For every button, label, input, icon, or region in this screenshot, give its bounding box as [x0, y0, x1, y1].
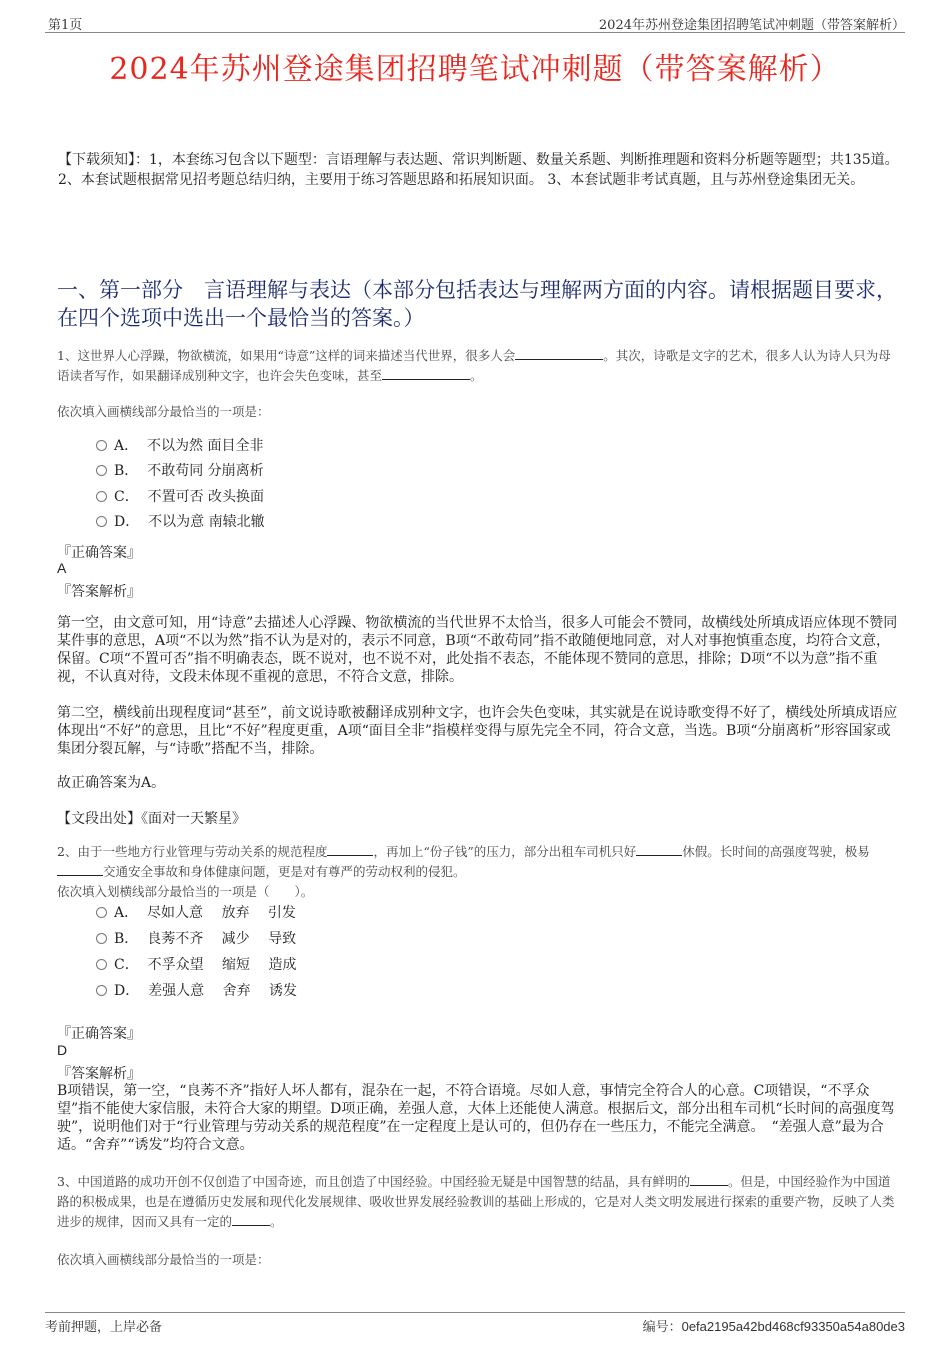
- radio-icon[interactable]: [96, 959, 107, 970]
- q1-analysis-paragraph-1: 第一空，由文意可知，用“诗意”去描述人心浮躁、物欲横流的当代世界不太恰当，很多人可能会不赞同，故横线处所填成语应体现不赞同某件事的意思，A项“不以为然”指不认为是对的，表示不同意，B项“不敢苟同”指不敢随便地同意，对人对事抱慎重态度，均符合文意，保留。C项“不置可否”指不明确表态，既不说对，也不说不对，此处指不表态，不能体现不赞同的意思，排除；D项“不以为意”指不重视，不认真对待，文段未体现不重视的意思，不符合文意，排除。: [57, 615, 898, 685]
- q1-answer-tag: 『正确答案』: [57, 545, 141, 561]
- blank-2: [636, 844, 682, 856]
- q2-answer-tag: 『正确答案』: [57, 1026, 141, 1042]
- radio-icon[interactable]: [96, 440, 107, 451]
- question-3-stem: 3、中国道路的成功开创不仅创造了中国奇迹，而且创造了中国经验。中国经验无疑是中国智慧的结晶，具有鲜明的 。但是，中国经验作为中国道路的积极成果，也是在遵循历史发展和现代化发展规律、吸收世界发展经验教训的基础上形成的，它是对人类文明发展进行探索的重要产物，反映了人类进步的规律，因而又具有一定的 。: [57, 1174, 895, 1229]
- radio-icon[interactable]: [96, 933, 107, 944]
- blank-1: [690, 1174, 728, 1186]
- q1-source: 【文段出处】《面对一天繁星》: [57, 811, 246, 827]
- download-notice: 【下载须知】：1，本套练习包含以下题型：言语理解与表达题、常识判断题、数量关系题、判断推理题和资料分析题等题型；共135道。 2、本套试题根据常见招考题总结归纳，主要用于练习答题思路和拓展知识面。 3、本套试题非考试真题，且与苏州登途集团无关。: [58, 152, 899, 188]
- q2-option-c[interactable]: C． 不孚众望 缩短 造成: [96, 955, 297, 975]
- blank-2: [382, 368, 470, 380]
- question-2-stem: 2、由于一些地方行业管理与劳动关系的规范程度 ，再加上“份子钱”的压力，部分出租车司机只好 休假。长时间的高强度驾驶，极易交通安全事故和身体健康问题，更是对有尊严的劳动权利的侵犯。: [57, 844, 870, 879]
- footer-divider: [45, 1312, 905, 1313]
- page-number: 第1页: [48, 18, 83, 33]
- footer-document-code: 编号：0efa2195a42bd468cf93350a54a80de3: [642, 1319, 905, 1335]
- header-divider: [45, 32, 905, 33]
- running-header-title: 2024年苏州登途集团招聘笔试冲刺题（带答案解析）: [598, 18, 905, 33]
- q1-option-c[interactable]: C． 不置可否 改头换面: [96, 487, 264, 507]
- page-title: 2024年苏州登途集团招聘笔试冲刺题（带答案解析）: [109, 52, 841, 87]
- q1-analysis-tag: 『答案解析』: [57, 584, 141, 600]
- q1-answer: A: [57, 560, 67, 576]
- q2-analysis-tag: 『答案解析』: [57, 1066, 141, 1082]
- q2-option-d[interactable]: D． 差强人意 舍弃 诱发: [96, 981, 297, 1001]
- blank-1: [327, 844, 373, 856]
- radio-icon[interactable]: [96, 465, 107, 476]
- q2-answer: D: [57, 1042, 68, 1058]
- q2-option-a[interactable]: A． 尽如人意 放弃 引发: [96, 903, 296, 923]
- question-1-instruction: 依次填入画横线部分最恰当的一项是：: [57, 404, 270, 419]
- blank-1: [515, 348, 603, 360]
- q2-analysis: B项错误，第一空，“良莠不齐”指好人坏人都有，混杂在一起，不符合语境。尽如人意，事情完全符合人的心意。C项错误，“不孚众望”指不能使大家信服，未符合大家的期望。D项正确，差强人意，大体上还能使人满意。根据后文，部分出租车司机“长时间的高强度驾驶”，说明他们对于“行业管理与劳动关系的规范程度”在一定程度上是认可的，但仍存在一些压力，不能完全满意。 “差强人意”最为合适。“舍弃”“诱发”均符合文意。: [57, 1083, 895, 1153]
- radio-icon[interactable]: [96, 907, 107, 918]
- blank-2: [232, 1214, 270, 1226]
- footer-slogan: 考前押题，上岸必备: [45, 1320, 163, 1335]
- blank-3: [57, 864, 103, 876]
- question-2-instruction: 依次填入划横线部分最恰当的一项是（ ）。: [57, 884, 314, 899]
- radio-icon[interactable]: [96, 516, 107, 527]
- q1-option-b[interactable]: B． 不敢苟同 分崩离析: [96, 461, 264, 481]
- radio-icon[interactable]: [96, 985, 107, 996]
- radio-icon[interactable]: [96, 491, 107, 502]
- q1-option-d[interactable]: D． 不以为意 南辕北辙: [96, 512, 265, 532]
- question-1-stem: 1、这世界人心浮躁，物欲横流，如果用“诗意”这样的词来描述当代世界，很多人会 。其次，诗歌是文字的艺术，很多人认为诗人只为母语读者写作，如果翻译成别种文字，也许会失色变味，甚至 。: [57, 348, 891, 383]
- question-3-instruction: 依次填入画横线部分最恰当的一项是：: [57, 1252, 270, 1267]
- q1-conclusion: 故正确答案为A。: [57, 775, 166, 791]
- section-title: 一、第一部分 言语理解与表达（本部分包括表达与理解两方面的内容。请根据题目要求，在四个选项中选出一个最恰当的答案。）: [57, 278, 897, 330]
- q2-option-b[interactable]: B． 良莠不齐 减少 导致: [96, 929, 296, 949]
- q1-analysis-paragraph-2: 第二空，横线前出现程度词“甚至”，前文说诗歌被翻译成别种文字，也许会失色变味，其实就是在说诗歌变得不好了，横线处所填成语应体现出“不好”的意思，且比“不好”程度更重，A项“面目全非”指模样变得与原先完全不同，符合文意，当选。B项“分崩离析”形容国家或集团分裂瓦解，与“诗歌”搭配不当，排除。: [57, 705, 898, 757]
- q1-option-a[interactable]: A． 不以为然 面目全非: [96, 436, 263, 456]
